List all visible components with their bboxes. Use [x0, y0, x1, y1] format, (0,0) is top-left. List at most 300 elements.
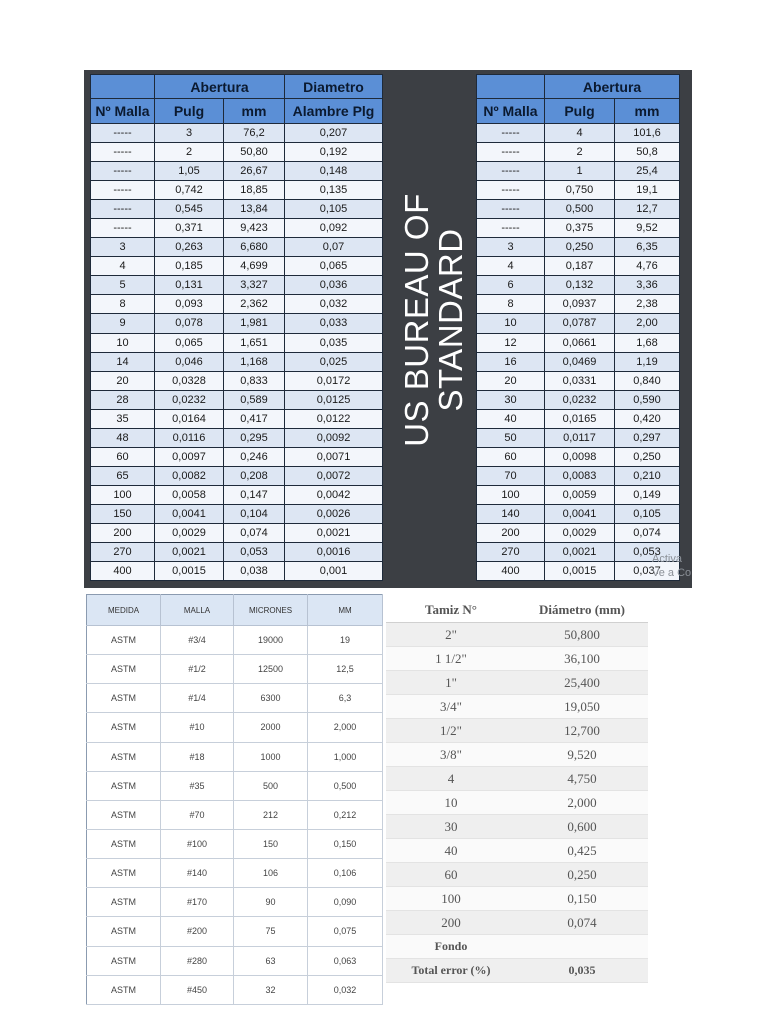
- table-cell: 0,375: [545, 219, 615, 238]
- table-cell: 36,100: [516, 647, 648, 671]
- us-right-body: [477, 124, 680, 581]
- table-cell: 30: [477, 390, 545, 409]
- table-cell: 1": [386, 671, 516, 695]
- table-cell: ASTM: [87, 684, 161, 713]
- table-cell: 0,500: [545, 200, 615, 219]
- table-cell: 3/8": [386, 743, 516, 767]
- table-cell: ASTM: [87, 713, 161, 742]
- table-cell: 0,035: [516, 959, 648, 983]
- tamiz-table: [386, 598, 648, 983]
- table-row: [91, 124, 383, 143]
- table-row: [91, 485, 383, 504]
- table-cell: 0,600: [516, 815, 648, 839]
- table-cell: 1: [545, 162, 615, 181]
- table-cell: 0,105: [615, 504, 680, 523]
- table-cell: 4,699: [224, 257, 285, 276]
- table-cell: 100: [477, 485, 545, 504]
- table-cell: 0,065: [155, 333, 224, 352]
- table-cell: 2: [155, 143, 224, 162]
- table-cell: 1/2": [386, 719, 516, 743]
- table-cell: 101,6: [615, 124, 680, 143]
- table-cell: 0,147: [224, 485, 285, 504]
- table-cell: 0,0331: [545, 371, 615, 390]
- table-cell: 0,750: [545, 181, 615, 200]
- table-cell: 13,84: [224, 200, 285, 219]
- table-cell: 3: [91, 238, 155, 257]
- table-cell: 8: [477, 295, 545, 314]
- table-row: [477, 523, 680, 542]
- table-cell: 48: [91, 428, 155, 447]
- table-row: [91, 523, 383, 542]
- column-header: mm: [224, 99, 285, 124]
- column-header: Diámetro (mm): [516, 598, 648, 623]
- table-cell: 270: [91, 543, 155, 562]
- table-cell: 19,050: [516, 695, 648, 719]
- table-cell: #200: [161, 917, 234, 946]
- group-header: Abertura: [155, 75, 285, 99]
- table-cell: 6,3: [308, 684, 383, 713]
- table-cell: 0,0041: [155, 504, 224, 523]
- table-cell: 0,0328: [155, 371, 224, 390]
- table-row: [87, 975, 383, 1004]
- table-cell: 270: [477, 543, 545, 562]
- tamiz-body: [386, 623, 648, 983]
- table-cell: 0,246: [224, 447, 285, 466]
- column-header: Pulg: [545, 99, 615, 124]
- table-cell: 10: [91, 333, 155, 352]
- table-cell: 2,38: [615, 295, 680, 314]
- group-header: [477, 75, 545, 99]
- table-cell: 0,250: [615, 447, 680, 466]
- table-cell: 1,000: [308, 742, 383, 771]
- table-cell: 0,0092: [285, 428, 383, 447]
- column-header: Tamiz N°: [386, 598, 516, 623]
- table-row: [87, 742, 383, 771]
- table-cell: 19,1: [615, 181, 680, 200]
- table-row: [87, 655, 383, 684]
- table-row: [91, 333, 383, 352]
- table-row: [91, 428, 383, 447]
- table-cell: 0,263: [155, 238, 224, 257]
- table-cell: 1,981: [224, 314, 285, 333]
- table-row: [87, 684, 383, 713]
- table-cell: 0,0026: [285, 504, 383, 523]
- table-cell: 0,250: [516, 863, 648, 887]
- table-row: [477, 409, 680, 428]
- table-cell: 0,840: [615, 371, 680, 390]
- table-cell: 0,0232: [155, 390, 224, 409]
- table-cell: #70: [161, 800, 234, 829]
- table-cell: 2,00: [615, 314, 680, 333]
- table-cell: 0,0082: [155, 466, 224, 485]
- table-row: [91, 409, 383, 428]
- table-cell: 0,297: [615, 428, 680, 447]
- table-cell: -----: [477, 143, 545, 162]
- table-row: [87, 859, 383, 888]
- table-cell: 1,68: [615, 333, 680, 352]
- table-cell: ASTM: [87, 655, 161, 684]
- table-row: [386, 887, 648, 911]
- table-cell: 0,135: [285, 181, 383, 200]
- table-cell: 8: [91, 295, 155, 314]
- table-cell: 0,032: [308, 975, 383, 1004]
- table-cell: 0,131: [155, 276, 224, 295]
- table-cell: ASTM: [87, 771, 161, 800]
- table-cell: 0,0122: [285, 409, 383, 428]
- table-cell: 2: [545, 143, 615, 162]
- us-bureau-title: [395, 170, 473, 470]
- table-cell: #18: [161, 742, 234, 771]
- table-cell: 25,4: [615, 162, 680, 181]
- table-cell: 60: [477, 447, 545, 466]
- table-cell: 4: [477, 257, 545, 276]
- table-cell: 0,149: [615, 485, 680, 504]
- table-row: [386, 743, 648, 767]
- table-cell: 0,250: [545, 238, 615, 257]
- table-cell: 9,52: [615, 219, 680, 238]
- table-row: [91, 390, 383, 409]
- column-header: Nº Malla: [91, 99, 155, 124]
- table-cell: 50,80: [224, 143, 285, 162]
- table-row: [477, 352, 680, 371]
- table-row: [477, 428, 680, 447]
- table-row: [477, 124, 680, 143]
- table-cell: ASTM: [87, 975, 161, 1004]
- table-row: [386, 791, 648, 815]
- table-cell: 2000: [234, 713, 308, 742]
- table-cell: 14: [91, 352, 155, 371]
- table-cell: 0,0059: [545, 485, 615, 504]
- table-cell: 0,037: [615, 562, 680, 581]
- table-cell: 0,0232: [545, 390, 615, 409]
- table-cell: 200: [91, 523, 155, 542]
- group-header: [91, 75, 155, 99]
- table-row: [87, 771, 383, 800]
- table-cell: 1,05: [155, 162, 224, 181]
- table-cell: 0,420: [615, 409, 680, 428]
- table-cell: 0,0125: [285, 390, 383, 409]
- table-cell: 0,0021: [545, 543, 615, 562]
- table-cell: 0,295: [224, 428, 285, 447]
- table-cell: 28: [91, 390, 155, 409]
- table-cell: 150: [91, 504, 155, 523]
- table-cell: 75: [234, 917, 308, 946]
- table-row: [477, 276, 680, 295]
- table-row: [386, 719, 648, 743]
- table-cell: [516, 935, 648, 959]
- table-row: [386, 815, 648, 839]
- table-row: [477, 371, 680, 390]
- table-cell: 3: [477, 238, 545, 257]
- table-cell: 0,074: [516, 911, 648, 935]
- table-row: [91, 257, 383, 276]
- table-cell: 0,074: [615, 523, 680, 542]
- astm-table: [86, 594, 383, 1005]
- table-cell: ASTM: [87, 888, 161, 917]
- column-header: Pulg: [155, 99, 224, 124]
- table-row: [477, 504, 680, 523]
- table-cell: 1,651: [224, 333, 285, 352]
- table-cell: 0,033: [285, 314, 383, 333]
- table-cell: 0,371: [155, 219, 224, 238]
- table-cell: Total error (%): [386, 959, 516, 983]
- table-cell: 0,0661: [545, 333, 615, 352]
- table-cell: 65: [91, 466, 155, 485]
- table-row: [91, 162, 383, 181]
- table-cell: 0,0016: [285, 543, 383, 562]
- table-cell: -----: [91, 162, 155, 181]
- table-cell: 3: [155, 124, 224, 143]
- table-row: [91, 543, 383, 562]
- table-cell: 50,800: [516, 623, 648, 647]
- table-cell: 2,362: [224, 295, 285, 314]
- table-cell: 0,742: [155, 181, 224, 200]
- table-cell: 9,520: [516, 743, 648, 767]
- column-header: Nº Malla: [477, 99, 545, 124]
- table-row: [91, 181, 383, 200]
- table-cell: 16: [477, 352, 545, 371]
- table-cell: 0,425: [516, 839, 648, 863]
- table-cell: 400: [91, 562, 155, 581]
- table-cell: 0,0041: [545, 504, 615, 523]
- table-cell: 0,046: [155, 352, 224, 371]
- table-cell: 106: [234, 859, 308, 888]
- us-right-table: [476, 74, 680, 581]
- table-cell: 0,0071: [285, 447, 383, 466]
- table-row: [91, 504, 383, 523]
- column-header: mm: [615, 99, 680, 124]
- table-cell: 0,148: [285, 162, 383, 181]
- table-cell: #10: [161, 713, 234, 742]
- table-cell: 3,327: [224, 276, 285, 295]
- table-cell: 0,0164: [155, 409, 224, 428]
- table-row: [91, 219, 383, 238]
- table-cell: #35: [161, 771, 234, 800]
- table-cell: 0,001: [285, 562, 383, 581]
- table-row: [477, 162, 680, 181]
- table-cell: #1/2: [161, 655, 234, 684]
- table-row: [91, 200, 383, 219]
- table-cell: -----: [91, 200, 155, 219]
- table-cell: 6300: [234, 684, 308, 713]
- table-cell: 12,5: [308, 655, 383, 684]
- table-cell: -----: [477, 162, 545, 181]
- table-row: [87, 800, 383, 829]
- table-cell: Fondo: [386, 935, 516, 959]
- table-cell: 0,075: [308, 917, 383, 946]
- table-cell: 0,0165: [545, 409, 615, 428]
- table-cell: -----: [477, 200, 545, 219]
- table-row: [91, 352, 383, 371]
- table-row: [386, 647, 648, 671]
- table-cell: 0,074: [224, 523, 285, 542]
- table-cell: 0,032: [285, 295, 383, 314]
- table-cell: 0,07: [285, 238, 383, 257]
- table-cell: 0,150: [516, 887, 648, 911]
- table-cell: 6,680: [224, 238, 285, 257]
- table-footer-row: [386, 935, 648, 959]
- table-cell: ASTM: [87, 800, 161, 829]
- table-cell: 12: [477, 333, 545, 352]
- table-row: [477, 257, 680, 276]
- table-row: [386, 695, 648, 719]
- table-cell: #450: [161, 975, 234, 1004]
- table-cell: 0,0042: [285, 485, 383, 504]
- table-cell: 0,0015: [545, 562, 615, 581]
- table-cell: 19: [308, 626, 383, 655]
- table-cell: 0,065: [285, 257, 383, 276]
- table-cell: 150: [234, 829, 308, 858]
- column-header: MICRONES: [234, 595, 308, 626]
- table-cell: 60: [386, 863, 516, 887]
- table-cell: 50,8: [615, 143, 680, 162]
- table-cell: 1000: [234, 742, 308, 771]
- table-row: [477, 200, 680, 219]
- table-cell: 0,0098: [545, 447, 615, 466]
- table-row: [386, 863, 648, 887]
- table-cell: 50: [477, 428, 545, 447]
- table-cell: 0,038: [224, 562, 285, 581]
- table-cell: #1/4: [161, 684, 234, 713]
- table-cell: 60: [91, 447, 155, 466]
- table-cell: 140: [477, 504, 545, 523]
- table-cell: 18,85: [224, 181, 285, 200]
- table-cell: ASTM: [87, 626, 161, 655]
- table-cell: 4,76: [615, 257, 680, 276]
- table-cell: 10: [477, 314, 545, 333]
- table-cell: 0,0116: [155, 428, 224, 447]
- table-cell: 0,0029: [545, 523, 615, 542]
- table-cell: ASTM: [87, 859, 161, 888]
- us-bureau-title-text: US BUREAU OF STANDARD: [398, 193, 470, 447]
- table-cell: -----: [477, 181, 545, 200]
- table-cell: -----: [91, 181, 155, 200]
- table-row: [477, 485, 680, 504]
- table-row: [91, 314, 383, 333]
- table-cell: 4: [545, 124, 615, 143]
- table-cell: ASTM: [87, 742, 161, 771]
- us-left-table: [90, 74, 383, 581]
- table-cell: 0,025: [285, 352, 383, 371]
- table-cell: 0,093: [155, 295, 224, 314]
- table-row: [477, 295, 680, 314]
- table-row: [91, 371, 383, 390]
- table-row: [87, 713, 383, 742]
- table-cell: -----: [477, 219, 545, 238]
- table-cell: 70: [477, 466, 545, 485]
- table-cell: 40: [386, 839, 516, 863]
- table-row: [477, 143, 680, 162]
- table-row: [477, 466, 680, 485]
- table-cell: 0,185: [155, 257, 224, 276]
- table-cell: 0,833: [224, 371, 285, 390]
- table-cell: ASTM: [87, 829, 161, 858]
- table-row: [386, 767, 648, 791]
- table-cell: 500: [234, 771, 308, 800]
- table-cell: 200: [386, 911, 516, 935]
- table-cell: 0,0172: [285, 371, 383, 390]
- table-cell: 0,207: [285, 124, 383, 143]
- column-header: MALLA: [161, 595, 234, 626]
- table-cell: 0,589: [224, 390, 285, 409]
- table-row: [477, 314, 680, 333]
- table-cell: 0,417: [224, 409, 285, 428]
- table-cell: 0,0015: [155, 562, 224, 581]
- table-cell: 20: [91, 371, 155, 390]
- table-cell: 0,053: [224, 543, 285, 562]
- table-cell: 0,092: [285, 219, 383, 238]
- table-cell: 0,545: [155, 200, 224, 219]
- table-row: [91, 276, 383, 295]
- table-cell: 0,0937: [545, 295, 615, 314]
- table-row: [386, 623, 648, 647]
- table-row: [477, 238, 680, 257]
- table-cell: #280: [161, 946, 234, 975]
- table-row: [477, 447, 680, 466]
- table-row: [91, 143, 383, 162]
- table-cell: 9: [91, 314, 155, 333]
- table-cell: 0,053: [615, 543, 680, 562]
- table-row: [386, 671, 648, 695]
- table-cell: 0,0058: [155, 485, 224, 504]
- table-cell: -----: [91, 143, 155, 162]
- table-cell: 12500: [234, 655, 308, 684]
- table-cell: 0,0469: [545, 352, 615, 371]
- table-row: [87, 626, 383, 655]
- table-cell: -----: [91, 124, 155, 143]
- table-cell: 40: [477, 409, 545, 428]
- table-cell: 90: [234, 888, 308, 917]
- table-cell: 0,187: [545, 257, 615, 276]
- table-cell: 200: [477, 523, 545, 542]
- table-cell: ASTM: [87, 917, 161, 946]
- table-cell: 400: [477, 562, 545, 581]
- table-row: [477, 562, 680, 581]
- table-cell: 0,500: [308, 771, 383, 800]
- activation-watermark: Activa Ve a Co: [652, 553, 692, 579]
- table-cell: 0,104: [224, 504, 285, 523]
- table-cell: 0,0083: [545, 466, 615, 485]
- table-cell: 1,168: [224, 352, 285, 371]
- table-cell: 30: [386, 815, 516, 839]
- table-cell: 2": [386, 623, 516, 647]
- table-cell: 4: [91, 257, 155, 276]
- table-row: [477, 181, 680, 200]
- table-cell: 6,35: [615, 238, 680, 257]
- table-row: [87, 917, 383, 946]
- table-row: [91, 295, 383, 314]
- table-cell: 0,132: [545, 276, 615, 295]
- table-cell: 0,036: [285, 276, 383, 295]
- table-cell: 25,400: [516, 671, 648, 695]
- table-row: [386, 839, 648, 863]
- table-cell: 0,212: [308, 800, 383, 829]
- table-cell: 0,210: [615, 466, 680, 485]
- table-cell: 10: [386, 791, 516, 815]
- table-cell: 0,0072: [285, 466, 383, 485]
- table-cell: #170: [161, 888, 234, 917]
- table-row: [87, 888, 383, 917]
- table-cell: 0,078: [155, 314, 224, 333]
- table-cell: 19000: [234, 626, 308, 655]
- table-cell: 26,67: [224, 162, 285, 181]
- table-row: [477, 390, 680, 409]
- table-cell: 0,192: [285, 143, 383, 162]
- table-footer-row: [386, 959, 648, 983]
- table-cell: 63: [234, 946, 308, 975]
- table-cell: 100: [91, 485, 155, 504]
- us-left-body: [91, 124, 383, 581]
